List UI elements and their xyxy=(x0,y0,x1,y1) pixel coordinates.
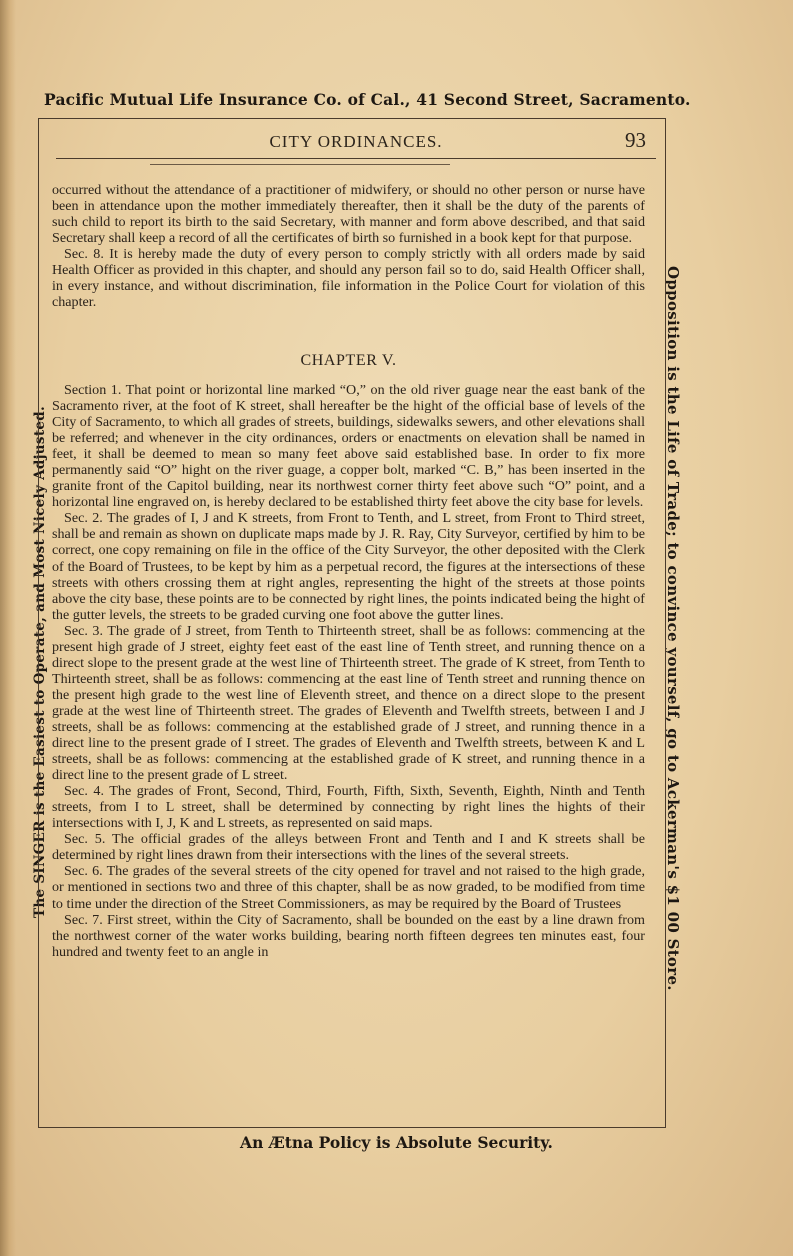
header-rule xyxy=(56,158,656,159)
bottom-advertisement: An Ætna Policy is Absolute Security. xyxy=(240,1133,553,1152)
paragraph: Sec. 6. The grades of the several streets of the city opened for travel and not raised to the high grade, or mentioned in sections two and three of this chapter, shall be as now graded, to be modified from time to time under the direction of the Street Commissioners, as may be required by the Board of Trustees xyxy=(52,863,645,912)
paragraph: Sec. 3. The grade of J street, from Tenth to Thirteenth street, shall be as follows: commencing at the present high grade of J street, eighty feet east of the east line of Tenth street, and running thence on a direct slope to the present grade at the west line of Thirteenth street. The grade of K street, from Tenth to Thirteenth street, shall be as follows: commencing at the east line of Tenth street and running thence on the present high grade to the west line of Eleventh street, and thence on a direct slope to the present grade at the west line of Thirteenth street. The grades of Eleventh and Twelfth streets, between I and J streets, shall be as follows: commencing at the established grade of J street, and running thence in a direct line to the present grade of I street. The grades of Eleventh and Twelfth streets, between K and L streets, shall be as follows: commencing at the established grade of K street, and running thence in a direct line to the present grade of L street. xyxy=(52,622,645,784)
running-title: CITY ORDINANCES. xyxy=(269,132,443,151)
header-rule-thin xyxy=(150,164,450,165)
paragraph: Sec. 8. It is hereby made the duty of every person to comply strictly with all orders made by said Health Officer as provided in this chapter, and should any person fail so to do, said Health Officer shall, in every instance, and without discrimination, file information in the Police Court for violation of this chapter. xyxy=(52,246,645,311)
right-side-advertisement: Opposition is the Life of Trade; to convince yourself, go to Ackerman's $1 00 Store. xyxy=(664,266,682,991)
paragraph: Section 1. That point or horizontal line marked “O,” on the old river guage near the east bank of the Sacramento river, at the foot of K street, shall hereafter be the hight of the official base of levels of the City of Sacramento, to which all grades of streets, buildings, sidewalks sewers, and other elevations shall be referred; and whenever in the city ordinances, orders or enactments on elevation shall be named in feet, it shall be deemed to mean so many feet above said established base. In order to fix more permanently said “O” hight on the river guage, a copper bolt, marked “C. B,” has been inserted in the granite front of the Capitol building, near its northwest corner thirty feet above such “O” point, and a horizontal line engraved on, is hereby declared to be established thirty feet above the city base for levels. xyxy=(52,382,645,511)
left-side-advertisement: The SINGER is the Easiest to Operate, and Most Nicely Adjusted. xyxy=(32,406,48,918)
paragraph: Sec. 2. The grades of I, J and K streets, from Front to Tenth, and L street, from Front to Third street, shall be and remain as shown on duplicate maps made by J. R. Ray, City Surveyor, certified by him to be correct, one copy remaining on file in the office of the City Surveyor, the other deposited with the Clerk of the Board of Trustees, to be kept by him as a perpetual record, the figures at the intersections of these streets with others crossing them at right angles, representing the hight of the streets at those points above the city base, these points are to be connected by right lines, the points indicated being the hight of the gutter levels, the streets to be graded curving one foot above the gutter lines. xyxy=(52,510,645,623)
paragraph: Sec. 7. First street, within the City of Sacramento, shall be bounded on the east by a line drawn from the northwest corner of the water works building, bearing north fifteen degrees ten minutes east, four hundred and twenty feet to an angle in xyxy=(52,911,645,960)
text-block-chapter xyxy=(52,382,645,960)
page-number: 93 xyxy=(625,128,646,152)
paragraph: Sec. 5. The official grades of the alleys between Front and Tenth and I and K streets shall be determined by right lines drawn from their intersections with the lines of the several streets. xyxy=(52,831,645,864)
running-header xyxy=(56,130,656,156)
binding-edge xyxy=(0,0,16,1256)
paragraph: Sec. 4. The grades of Front, Second, Third, Fourth, Fifth, Sixth, Seventh, Eighth, Ninth and Tenth streets, from I to L street, shall be determined by connecting by right lines the hights of their intersections with I, J, K and L streets, as represented on said maps. xyxy=(52,783,645,832)
text-block-top xyxy=(52,182,645,310)
top-advertisement: Pacific Mutual Life Insurance Co. of Cal., 41 Second Street, Sacramento. xyxy=(44,90,691,109)
chapter-heading: CHAPTER V. xyxy=(300,352,397,369)
paragraph: occurred without the attendance of a practitioner of midwifery, or should no other person or nurse have been in attendance upon the mother immediately thereafter, then it shall be the duty of the parents of such child to report its birth to the said Secretary, with manner and form above described, and that said Secretary shall keep a record of all the certificates of birth so furnished in a book kept for that purpose. xyxy=(52,182,645,247)
